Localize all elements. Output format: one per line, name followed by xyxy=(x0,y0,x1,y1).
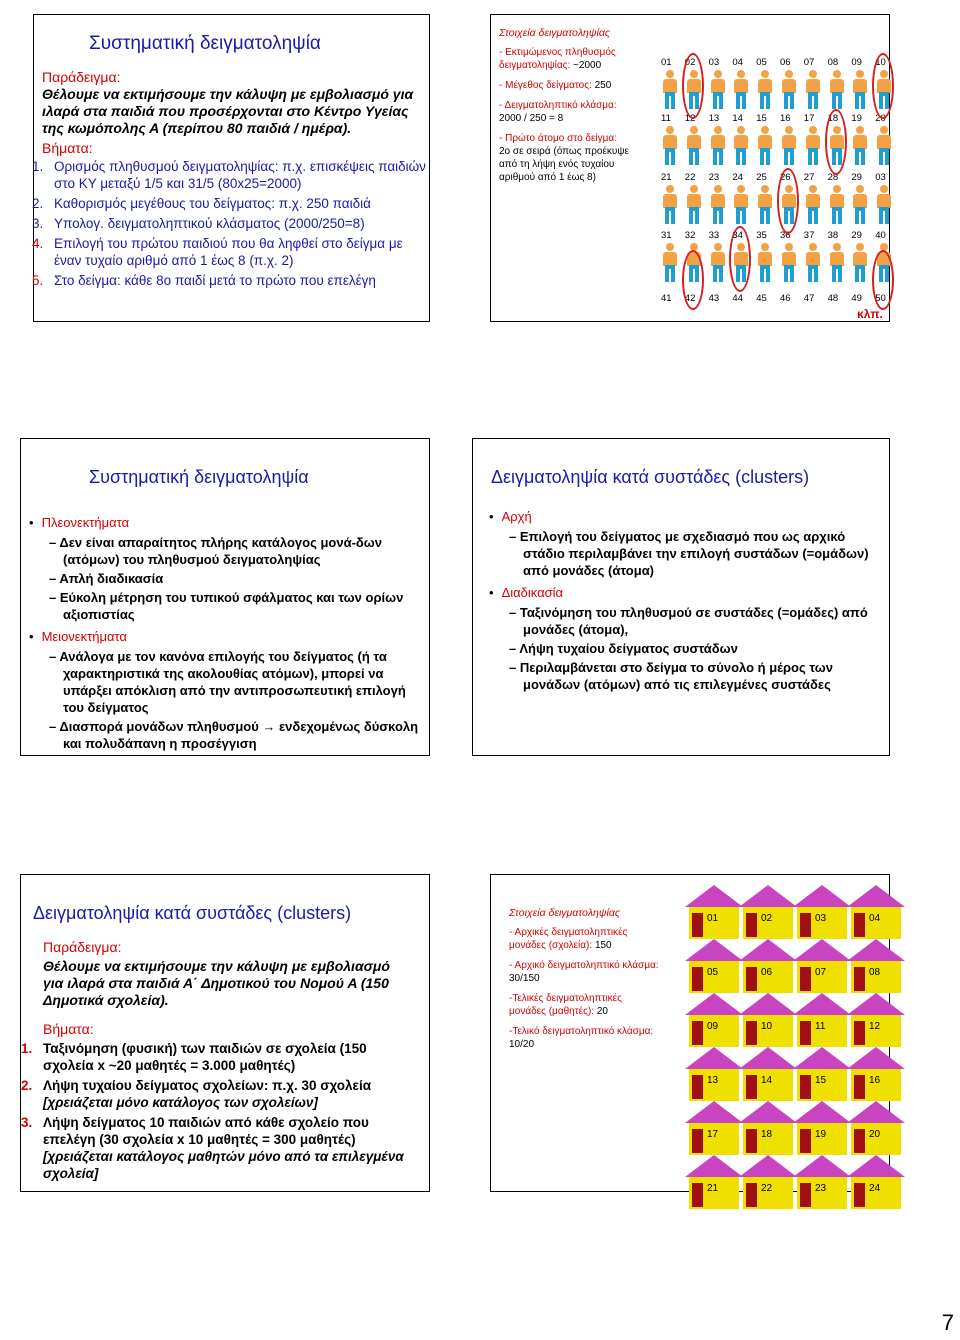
step-text: Ταξινόμηση (φυσική) των παιδιών σε σχολεία (150 σχολεία x ~20 μαθητές = 3.000 μαθητές) xyxy=(43,1041,367,1073)
roof-shape xyxy=(739,993,797,1015)
person-number: 20 xyxy=(875,113,886,124)
roof-shape xyxy=(793,993,851,1015)
school-house xyxy=(793,1047,851,1107)
school-number: 23 xyxy=(815,1183,827,1194)
school-house xyxy=(739,993,797,1053)
door-shape xyxy=(800,1075,811,1099)
school-grid xyxy=(491,875,891,1193)
con-item: – Ανάλογα με τον κανόνα επιλογής του δείγματος (ή τα χαρακτηριστικά της ακολουθίας ατόμων), μπορεί να υπάρξει απόκλιση από την αντιπροσωπευτική επιλογή του δείγματος xyxy=(29,648,424,716)
roof-shape xyxy=(793,939,851,961)
person-icon xyxy=(662,126,678,166)
person-icon xyxy=(805,126,821,166)
school-number: 18 xyxy=(761,1129,773,1140)
example-text: Θέλουμε να εκτιμήσουμε την κάλυψη με εμβολιασμό για ιλαρά στα παιδιά που προσέρχονται στο Κέντρο Υγείας της κωμόπολης Α (περίπου 80 παιδιά / ημέρα). xyxy=(42,86,414,136)
school-house xyxy=(793,1101,851,1161)
person-number: 25 xyxy=(756,172,767,183)
door-shape xyxy=(746,967,757,991)
person-icon xyxy=(852,243,868,283)
school-number: 01 xyxy=(707,913,719,924)
step-item xyxy=(32,158,427,192)
step-item xyxy=(21,1077,421,1111)
roof-shape xyxy=(847,1155,905,1177)
school-house xyxy=(739,885,797,945)
person-icon xyxy=(662,185,678,225)
person-number: 37 xyxy=(803,230,815,241)
door-shape xyxy=(692,913,703,937)
person-number: 24 xyxy=(732,172,743,183)
person-number: 48 xyxy=(827,293,839,304)
door-shape xyxy=(800,913,811,937)
step-text: Στο δείγμα: κάθε 8ο παιδί μετά το πρώτο που επελέγη xyxy=(54,273,376,288)
person-number: 34 xyxy=(732,230,743,241)
roof-shape xyxy=(685,1155,743,1177)
roof-shape xyxy=(685,939,743,961)
step-item xyxy=(21,1114,421,1182)
person-icon xyxy=(781,243,797,283)
door-shape xyxy=(800,967,811,991)
school-house xyxy=(685,885,743,945)
person-number: 32 xyxy=(684,230,696,241)
step-number: 2. xyxy=(32,196,44,211)
school-number: 07 xyxy=(815,967,827,978)
person-number: 08 xyxy=(827,57,839,68)
info-item: - Αρχικό δειγματοληπτικό κλάσμα: 30/150 xyxy=(509,960,659,984)
roof-shape xyxy=(685,1047,743,1069)
person-number: 44 xyxy=(732,293,743,304)
steps-list xyxy=(21,1040,421,1185)
school-house xyxy=(685,1047,743,1107)
roof-shape xyxy=(847,993,905,1015)
slide-5-title: Δειγματοληψία κατά συστάδες (clusters) xyxy=(33,903,352,923)
con-item: – Διασπορά μονάδων πληθυσμού → ενδεχομένως δύσκολη και πολυδάπανη η προσέγγιση xyxy=(29,718,424,752)
school-number: 13 xyxy=(707,1075,719,1086)
slide-1 xyxy=(33,14,430,322)
school-house xyxy=(847,1047,905,1107)
pro-item: – Δεν είναι απαραίτητος πλήρης κατάλογος μονά-δων (ατόμων) του πληθυσμού δειγματοληψίας xyxy=(29,534,424,568)
slide-4 xyxy=(472,438,890,756)
person-number: 10 xyxy=(875,57,886,68)
selected-person-circle xyxy=(682,250,704,310)
person-number: 50 xyxy=(875,293,886,304)
step-text: Ορισμός πληθυσμού δειγματοληψίας: π.χ. επισκέψεις παιδιών στο ΚΥ μεταξύ 1/5 και 31/5 (80x25=2000) xyxy=(54,159,426,191)
school-number: 02 xyxy=(761,913,773,924)
selected-person-circle xyxy=(682,53,704,119)
person-number: 26 xyxy=(780,172,791,183)
door-shape xyxy=(746,913,757,937)
person-number: 14 xyxy=(732,113,743,124)
person-icon xyxy=(781,70,797,110)
school-house xyxy=(793,939,851,999)
process-item: – Λήψη τυχαίου δείγματος συστάδων xyxy=(489,640,879,657)
slide-2 xyxy=(490,14,890,322)
person-icon xyxy=(852,70,868,110)
school-house xyxy=(739,1101,797,1161)
person-icon xyxy=(662,243,678,283)
person-number: 46 xyxy=(780,293,791,304)
person-number: 36 xyxy=(780,230,791,241)
person-number: 21 xyxy=(661,172,672,183)
people-grid xyxy=(491,15,891,323)
school-house xyxy=(685,1155,743,1215)
person-icon xyxy=(805,70,821,110)
person-number: 29 xyxy=(851,172,862,183)
person-number: 35 xyxy=(756,230,767,241)
step-number: 3. xyxy=(32,216,44,231)
school-house xyxy=(739,1047,797,1107)
step-item xyxy=(32,272,427,289)
selected-person-circle xyxy=(825,109,847,175)
roof-shape xyxy=(847,1101,905,1123)
school-house xyxy=(739,939,797,999)
door-shape xyxy=(692,1021,703,1045)
process-item: – Ταξινόμηση του πληθυσμού σε συστάδες (=ομάδες) από μονάδες (άτομα), xyxy=(489,604,879,638)
person-icon xyxy=(710,70,726,110)
person-number: 03 xyxy=(708,57,720,68)
person-number: 33 xyxy=(708,230,720,241)
process-item: – Περιλαμβάνεται στο δείγμα το σύνολο ή μέρος των μονάδων (ατόμων) από τις επιλεγμένες συστάδες xyxy=(489,659,879,693)
pros-cons-list xyxy=(29,515,424,754)
slide-4-title: Δειγματοληψία κατά συστάδες (clusters) xyxy=(491,467,810,487)
person-icon xyxy=(852,126,868,166)
person-number: 27 xyxy=(803,172,815,183)
step-item xyxy=(32,235,427,269)
person-number: 16 xyxy=(780,113,791,124)
info-heading: Στοιχεία δειγματοληψίας xyxy=(499,27,610,39)
school-house xyxy=(847,1101,905,1161)
roof-shape xyxy=(739,1047,797,1069)
person-icon xyxy=(876,126,892,166)
person-number: 09 xyxy=(851,57,862,68)
step-item xyxy=(21,1040,421,1074)
person-number: 15 xyxy=(756,113,767,124)
school-number: 16 xyxy=(869,1075,881,1086)
door-shape xyxy=(800,1021,811,1045)
school-number: 04 xyxy=(869,913,881,924)
school-number: 09 xyxy=(707,1021,719,1032)
roof-shape xyxy=(739,939,797,961)
example-text: Θέλουμε να εκτιμήσουμε την κάλυψη με εμβολιασμό για ιλαρά στα παιδιά Α΄ Δημοτικού του Νομού Α (150 Δημοτικά σχολεία). xyxy=(43,958,390,1008)
school-number: 12 xyxy=(869,1021,881,1032)
school-house xyxy=(847,1155,905,1215)
slide-6 xyxy=(490,874,890,1192)
school-number: 08 xyxy=(869,967,881,978)
person-number: 31 xyxy=(661,230,672,241)
step-number: 5. xyxy=(32,273,44,288)
person-icon xyxy=(876,185,892,225)
info-item: - Δειγματοληπτικό κλάσμα: 2000 / 250 = 8 xyxy=(499,100,617,124)
person-number: 13 xyxy=(708,113,720,124)
roof-shape xyxy=(739,1155,797,1177)
pro-item: – Εύκολη μέτρηση του τυπικού σφάλματος και των ορίων αξιοπιστίας xyxy=(29,589,424,623)
step-text: Υπολογ. δειγματοληπτικού κλάσματος (2000/250=8) xyxy=(54,216,365,231)
school-house xyxy=(793,885,851,945)
school-number: 20 xyxy=(869,1129,881,1140)
slide-1-title: Συστηματική δειγματοληψία xyxy=(89,33,321,54)
person-number: 47 xyxy=(803,293,815,304)
school-house xyxy=(793,993,851,1053)
school-number: 10 xyxy=(761,1021,773,1032)
etc-label: κλπ. xyxy=(857,307,883,321)
person-icon xyxy=(686,126,702,166)
roof-shape xyxy=(685,993,743,1015)
roof-shape xyxy=(739,885,797,907)
step-number: 3. xyxy=(21,1115,33,1130)
person-number: 22 xyxy=(684,172,696,183)
cluster-principle-list xyxy=(489,509,879,695)
slide-5 xyxy=(20,874,430,1192)
person-icon xyxy=(829,185,845,225)
school-number: 11 xyxy=(815,1021,826,1032)
door-shape xyxy=(854,913,865,937)
selected-person-circle xyxy=(777,168,799,234)
school-number: 19 xyxy=(815,1129,827,1140)
person-number: 07 xyxy=(803,57,815,68)
process-label: • Διαδικασία xyxy=(489,585,879,600)
info-item: - Εκτιμώμενος πληθυσμός δειγματοληψίας: ~2000 xyxy=(499,47,616,71)
page-number: 7 xyxy=(941,1310,954,1335)
person-icon xyxy=(662,70,678,110)
person-number: 41 xyxy=(661,293,672,304)
door-shape xyxy=(692,1183,703,1207)
door-shape xyxy=(854,1021,865,1045)
school-number: 21 xyxy=(707,1183,719,1194)
school-house xyxy=(847,939,905,999)
person-icon xyxy=(710,126,726,166)
step-number: 1. xyxy=(21,1041,33,1056)
roof-shape xyxy=(739,1101,797,1123)
school-house xyxy=(739,1155,797,1215)
school-house xyxy=(847,993,905,1053)
cons-label: • Μειονεκτήματα xyxy=(29,629,424,644)
person-number: 03 xyxy=(875,172,886,183)
step-number: 2. xyxy=(21,1078,33,1093)
step-text: Λήψη τυχαίου δείγματος σχολείων: π.χ. 30 σχολεία [χρειάζεται μόνο κατάλογος των σχολείων] xyxy=(43,1078,372,1110)
info-item: - Μέγεθος δείγματος: 250 xyxy=(499,80,612,91)
slide-3 xyxy=(20,438,430,756)
roof-shape xyxy=(685,1101,743,1123)
school-number: 15 xyxy=(815,1075,827,1086)
person-icon xyxy=(757,126,773,166)
person-number: 04 xyxy=(732,57,743,68)
person-number: 19 xyxy=(851,113,862,124)
person-number: 06 xyxy=(780,57,791,68)
steps-label: Βήματα: xyxy=(43,1021,94,1037)
info-heading: Στοιχεία δειγματοληψίας xyxy=(509,907,620,919)
door-shape xyxy=(746,1075,757,1099)
school-house xyxy=(685,939,743,999)
person-icon xyxy=(852,185,868,225)
person-number: 02 xyxy=(684,57,696,68)
person-number: 45 xyxy=(756,293,767,304)
step-number: 4. xyxy=(32,236,44,251)
school-number: 24 xyxy=(869,1183,881,1194)
school-house xyxy=(685,993,743,1053)
person-number: 17 xyxy=(803,113,815,124)
roof-shape xyxy=(847,885,905,907)
school-house xyxy=(847,885,905,945)
person-icon xyxy=(757,185,773,225)
roof-shape xyxy=(793,1155,851,1177)
pro-item: – Απλή διαδικασία xyxy=(29,570,424,587)
roof-shape xyxy=(793,1101,851,1123)
person-number: 28 xyxy=(827,172,839,183)
school-number: 05 xyxy=(707,967,719,978)
info-item: -Τελικές δειγματοληπτικές μονάδες (μαθητές): 20 xyxy=(509,993,622,1017)
person-number: 12 xyxy=(684,113,696,124)
roof-shape xyxy=(847,939,905,961)
info-item: - Αρχικές δειγματοληπτικές μονάδες (σχολεία): 150 xyxy=(509,927,628,951)
person-icon xyxy=(710,243,726,283)
school-number: 22 xyxy=(761,1183,773,1194)
school-number: 17 xyxy=(707,1129,719,1140)
step-text: Επιλογή του πρώτου παιδιού που θα ληφθεί στο δείγμα με έναν τυχαίο αριθμό από 1 έως 8 (π.χ. 2) xyxy=(54,236,403,268)
step-text: Καθορισμός μεγέθους του δείγματος: π.χ. 250 παιδιά xyxy=(54,196,371,211)
step-item xyxy=(32,195,427,212)
step-text: Λήψη δείγματος 10 παιδιών από κάθε σχολείο που επελέγη (30 σχολεία x 10 μαθητές = 300 μαθητές) [χρειάζεται κατάλογος μαθητών μόνο από τα επιλεγμένα σχολεία] xyxy=(43,1115,404,1181)
steps-label: Βήματα: xyxy=(42,140,93,156)
person-icon xyxy=(710,185,726,225)
person-number: 05 xyxy=(756,57,767,68)
step-item xyxy=(32,215,427,232)
selected-person-circle xyxy=(872,250,894,310)
pros-label: • Πλεονεκτήματα xyxy=(29,515,424,530)
door-shape xyxy=(800,1183,811,1207)
person-number: 29 xyxy=(851,230,862,241)
door-shape xyxy=(854,1129,865,1153)
door-shape xyxy=(746,1021,757,1045)
person-icon xyxy=(757,70,773,110)
door-shape xyxy=(746,1183,757,1207)
steps-list xyxy=(32,158,427,292)
school-number: 14 xyxy=(761,1075,773,1086)
person-icon xyxy=(829,243,845,283)
person-icon xyxy=(829,70,845,110)
person-icon xyxy=(805,185,821,225)
person-number: 23 xyxy=(708,172,720,183)
principle-label: • Αρχή xyxy=(489,509,879,524)
person-number: 11 xyxy=(661,113,671,124)
person-icon xyxy=(805,243,821,283)
school-number: 03 xyxy=(815,913,827,924)
roof-shape xyxy=(793,885,851,907)
person-number: 18 xyxy=(827,113,839,124)
person-number: 49 xyxy=(851,293,862,304)
roof-shape xyxy=(685,885,743,907)
door-shape xyxy=(854,967,865,991)
person-number: 43 xyxy=(708,293,720,304)
door-shape xyxy=(692,1129,703,1153)
door-shape xyxy=(854,1075,865,1099)
school-house xyxy=(793,1155,851,1215)
person-icon xyxy=(686,185,702,225)
school-house xyxy=(685,1101,743,1161)
person-icon xyxy=(733,185,749,225)
person-icon xyxy=(781,126,797,166)
door-shape xyxy=(854,1183,865,1207)
person-icon xyxy=(733,70,749,110)
step-number: 1. xyxy=(32,159,44,174)
person-number: 01 xyxy=(661,57,672,68)
door-shape xyxy=(746,1129,757,1153)
roof-shape xyxy=(847,1047,905,1069)
example-label: Παράδειγμα: xyxy=(43,939,122,955)
person-icon xyxy=(733,126,749,166)
example-label: Παράδειγμα: xyxy=(42,69,121,85)
school-number: 06 xyxy=(761,967,773,978)
principle-item: – Επιλογή του δείγματος με σχεδιασμό που ως αρχικό στάδιο περιλαμβάνει την επιλογή συστάδων (=ομάδων) από μονάδες (άτομα) xyxy=(489,528,879,579)
person-icon xyxy=(757,243,773,283)
info-item: - Πρώτο άτομο στο δείγμα: 2ο σε σειρά (όπως προέκυψε από τη λήψη ενός τυχαίου αριθμού από 1 έως 8) xyxy=(499,133,629,183)
door-shape xyxy=(692,967,703,991)
door-shape xyxy=(692,1075,703,1099)
slide-3-title: Συστηματική δειγματοληψία xyxy=(89,467,309,487)
person-number: 42 xyxy=(684,293,696,304)
person-number: 40 xyxy=(875,230,886,241)
person-number: 38 xyxy=(827,230,839,241)
info-item: -Τελικό δειγματοληπτικό κλάσμα: 10/20 xyxy=(509,1026,654,1050)
roof-shape xyxy=(793,1047,851,1069)
door-shape xyxy=(800,1129,811,1153)
